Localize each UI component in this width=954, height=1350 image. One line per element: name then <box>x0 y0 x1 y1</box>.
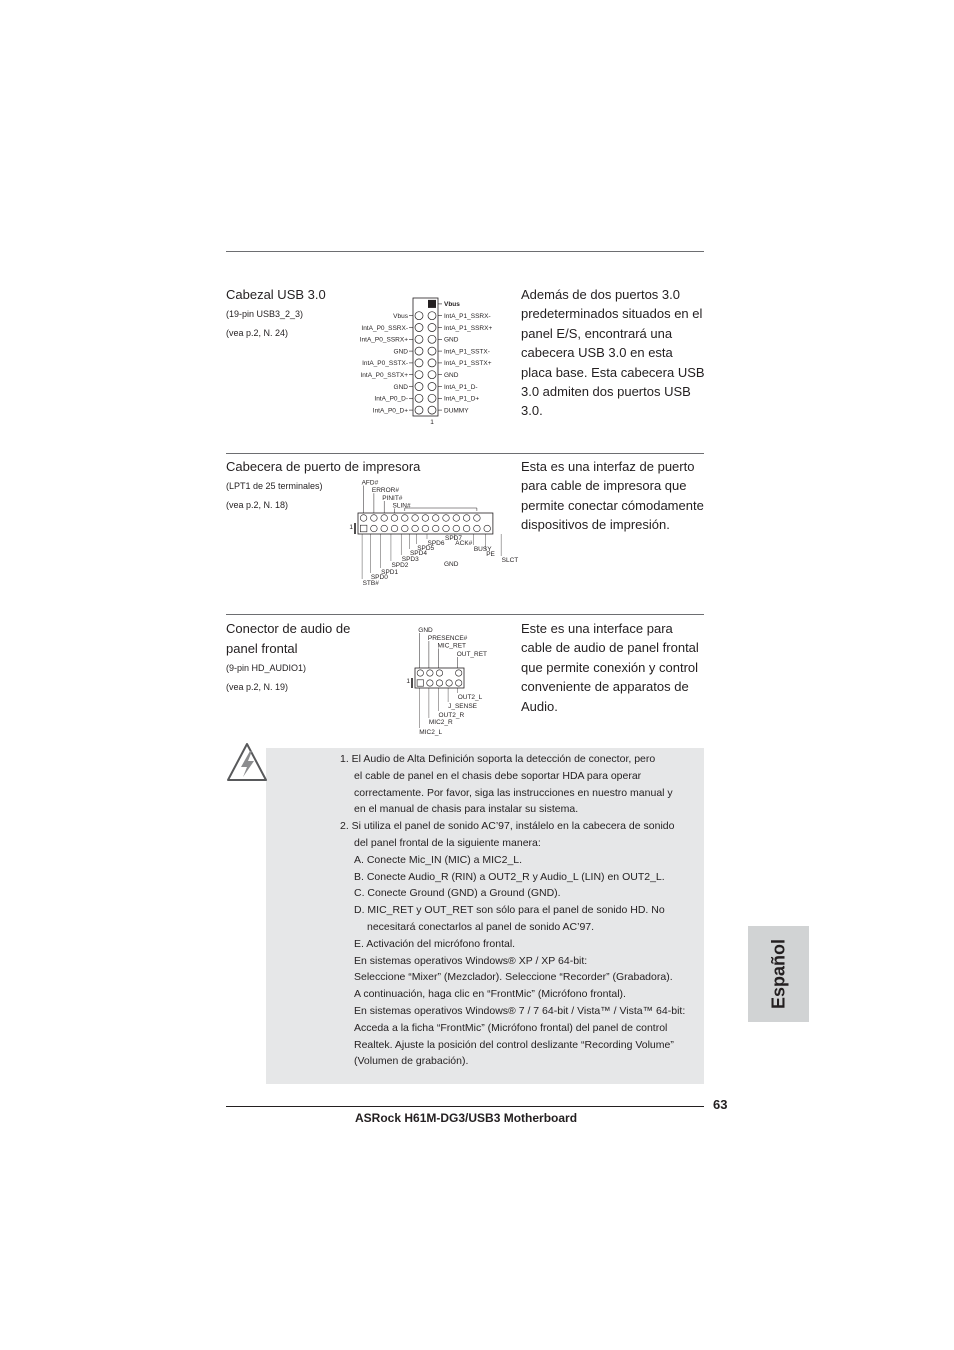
pin-circle <box>371 525 378 532</box>
pin-circle <box>415 347 423 355</box>
usb-reference: (vea p.2, N. 24) <box>226 328 289 338</box>
pin-circle <box>381 525 388 532</box>
note-line: A continuación, haga clic en “FrontMic” (Micrófono frontal). <box>354 988 626 1001</box>
pin-circle <box>412 525 419 532</box>
pin-circle <box>360 515 367 522</box>
pin-one-marker: 1 <box>406 678 410 685</box>
pin-circle <box>427 680 433 686</box>
description-line: panel E/S, encontrará una <box>521 325 673 341</box>
pin-circle <box>422 515 429 522</box>
printer-title: Cabecera de puerto de impresora <box>226 459 421 474</box>
usb-pin-label-right: IntA_P1_SSRX- <box>444 313 491 320</box>
printer-header-diagram <box>349 478 519 590</box>
pin-square <box>360 525 367 532</box>
printer-pin-label-top: GND <box>444 561 459 568</box>
note-line: del panel frontal de la siguiente manera: <box>354 836 541 849</box>
pin-circle <box>415 383 423 391</box>
header-outline <box>415 668 464 688</box>
pin-circle <box>443 515 450 522</box>
printer-pin-label-bottom: SPD5 <box>417 545 435 552</box>
pin-circle <box>391 515 398 522</box>
page-number: 63 <box>713 1097 728 1112</box>
footer-rule <box>226 1106 704 1107</box>
description-line: cable de audio de panel frontal <box>521 640 699 656</box>
description-line: para cable de impresora que <box>521 478 687 494</box>
header-outline <box>413 298 438 416</box>
audio-pin-label-bottom: J_SENSE <box>448 703 478 710</box>
note-line: el cable de panel en el chasis debe soportar HDA para operar <box>354 769 642 782</box>
description-line: permite conectar cómodamente <box>521 497 704 513</box>
audio-pin-label-top: GND <box>418 627 433 634</box>
audio-pin-label-top: PRESENCE# <box>427 635 468 642</box>
printer-pin-label-bottom: STB# <box>362 580 379 587</box>
pin-circle <box>417 670 423 676</box>
usb-subtitle: (19-pin USB3_2_3) <box>226 309 304 319</box>
usb-pin-label-left: IntA_P0_D+ <box>372 407 408 415</box>
pin-circle <box>436 670 442 676</box>
note-line: B. Conecte Audio_R (RIN) a OUT2_R y Audio_L (LIN) en OUT2_L. <box>354 870 665 883</box>
pin-one-marker: 1 <box>430 419 434 426</box>
usb-pin-label-right: IntA_P1_SSRX+ <box>444 324 493 332</box>
pin-circle <box>422 525 429 532</box>
printer-pin-label-top: SLIN# <box>392 502 411 510</box>
pin-circle <box>428 394 436 402</box>
pin-circle <box>484 525 491 532</box>
note-line: D. MIC_RET y OUT_RET son sólo para el panel de sonido HD. No <box>354 904 665 917</box>
pin-circle <box>415 371 423 379</box>
note-line: Realtek. Ajuste la posición del control deslizante “Recording Volume” <box>354 1038 674 1051</box>
pin-circle <box>427 670 433 676</box>
usb-pin-label-left: IntA_P0_SSRX- <box>361 324 408 332</box>
description-line: cabecera USB 3.0 en esta <box>521 345 673 361</box>
usb-pin-label-right: IntA_P1_SSTX+ <box>444 360 492 368</box>
pin-circle <box>415 312 423 320</box>
description-line: Además de dos puertos 3.0 <box>521 287 680 302</box>
usb-pin-label-right: Vbus <box>444 301 460 309</box>
printer-pin-label-bottom: SPD2 <box>391 562 409 569</box>
printer-subtitle: (LPT1 de 25 terminales) <box>226 481 323 491</box>
description-line: Este es una interface para <box>521 621 673 636</box>
pin-circle <box>428 347 436 355</box>
note-line: E. Activación del micrófono frontal. <box>354 937 516 950</box>
usb-title: Cabezal USB 3.0 <box>226 287 326 302</box>
pin-circle <box>428 312 436 320</box>
pin-circle <box>474 515 481 522</box>
pin-circle <box>456 680 462 686</box>
audio-pin-label-top: MIC_RET <box>437 642 467 650</box>
note-text <box>340 751 704 1070</box>
pin-circle <box>415 359 423 367</box>
warning-triangle-icon <box>226 742 268 784</box>
printer-pin-label-bottom: SPD0 <box>370 574 388 581</box>
pin-one-marker: 1 <box>349 524 353 531</box>
pin-circle <box>456 670 462 676</box>
note-line: En sistemas operativos Windows® XP / XP 64-bit: <box>354 954 588 967</box>
pin-circle <box>463 515 470 522</box>
description-line: Audio. <box>521 698 558 714</box>
audio-header-diagram <box>405 622 515 740</box>
printer-pin-label-top: PINIT# <box>382 495 403 502</box>
header-outline <box>358 513 493 534</box>
pin-circle <box>415 394 423 402</box>
note-line: A. Conecte Mic_IN (MIC) a MIC2_L. <box>354 853 523 866</box>
top-rule <box>226 251 704 252</box>
usb-pin-label-left: IntA_P0_D- <box>374 395 408 403</box>
pin-circle <box>428 406 436 414</box>
note-line: (Volumen de grabación). <box>354 1055 469 1068</box>
pin-circle <box>371 515 378 522</box>
pin-circle <box>412 515 419 522</box>
usb-pin-label-right: IntA_P1_D- <box>444 383 478 391</box>
usb-pin-label-right: IntA_P1_SSTX- <box>444 348 490 356</box>
pin-circle <box>432 515 439 522</box>
usb-pin-label-left: Vbus <box>393 313 408 320</box>
pin-circle <box>391 525 398 532</box>
note-line: Acceda a la ficha “FrontMic” (Micrófono frontal) del panel de control <box>354 1021 668 1034</box>
audio-pin-label-bottom: MIC2_L <box>419 729 443 736</box>
audio-subtitle: (9-pin HD_AUDIO1) <box>226 663 307 673</box>
rule-audio <box>226 614 704 615</box>
note-line: correctamente. Por favor, siga las instrucciones en nuestro manual y <box>354 786 673 799</box>
pin-circle <box>436 680 442 686</box>
gnd-bracket <box>405 508 477 511</box>
language-tab <box>748 926 809 1022</box>
pin-circle <box>446 680 452 686</box>
note-line: 1. El Audio de Alta Definición soporta la detección de conector, pero <box>340 753 656 765</box>
printer-pin-label-bottom: BUSY <box>473 546 492 553</box>
usb-pin-label-left: IntA_P0_SSTX+ <box>360 372 408 379</box>
printer-pin-label-bottom: ACK# <box>455 540 473 547</box>
pin-circle <box>381 515 388 522</box>
printer-pin-label-bottom: SLCT <box>501 557 519 564</box>
printer-pin-label-bottom: SPD1 <box>381 569 399 576</box>
printer-reference: (vea p.2, N. 18) <box>226 500 289 510</box>
description-line: 3.0 admiten dos puertos USB <box>521 384 691 400</box>
audio-title-line1: Conector de audio de <box>226 621 351 636</box>
pin-circle <box>453 515 460 522</box>
printer-pin-label-bottom: PE <box>486 551 495 558</box>
pin-circle <box>428 335 436 343</box>
audio-title-line2: panel frontal <box>226 641 298 656</box>
printer-pin-label-top: ERROR# <box>371 487 399 495</box>
audio-reference: (vea p.2, N. 19) <box>226 682 289 692</box>
pin-circle <box>402 525 409 532</box>
printer-description <box>521 457 706 535</box>
pin-circle <box>463 525 470 532</box>
usb-pin-label-left: GND <box>393 383 408 391</box>
rule-printer <box>226 453 704 454</box>
usb-header-diagram <box>340 292 520 427</box>
pin-circle <box>474 525 481 532</box>
pin-circle <box>415 335 423 343</box>
note-line: en el manual de chasis para instalar su sistema. <box>354 803 579 816</box>
note-line: 2. Si utiliza el panel de sonido AC’97, instálelo en la cabecera de sonido <box>340 820 675 833</box>
description-line: que permite conexión y control <box>521 659 699 675</box>
printer-pin-label-bottom: SPD4 <box>409 550 427 557</box>
pin-square <box>428 300 436 308</box>
audio-pin-label-bottom: MIC2_R <box>428 719 453 726</box>
audio-pin-label-top: OUT_RET <box>456 651 488 658</box>
pin-circle <box>443 525 450 532</box>
footer-model: ASRock H61M-DG3/USB3 Motherboard <box>355 1111 578 1125</box>
pin-circle <box>415 406 423 414</box>
pin-circle <box>428 359 436 367</box>
audio-description <box>521 619 706 716</box>
printer-pin-label-bottom: SPD3 <box>401 556 419 563</box>
description-line: 3.0. <box>521 403 543 419</box>
usb-pin-label-left: IntA_P0_SSTX- <box>362 360 408 368</box>
usb-pin-label-left: IntA_P0_SSRX+ <box>359 336 408 344</box>
pin-circle <box>402 515 409 522</box>
description-line: predeterminados situados en el <box>521 306 703 322</box>
pin-square <box>417 680 423 686</box>
language-tab-label: Español <box>768 938 788 1010</box>
usb-pin-label-right: DUMMY <box>444 407 469 415</box>
usb-pin-label-right: IntA_P1_D+ <box>444 395 480 403</box>
pin-circle <box>432 525 439 532</box>
description-line: conveniente de apparatos de <box>521 679 689 695</box>
description-line: placa base. Esta cabecera USB <box>521 364 705 380</box>
pin-circle <box>428 371 436 379</box>
audio-pin-label-bottom: OUT2_L <box>457 694 483 701</box>
usb-pin-label-right: GND <box>444 336 459 344</box>
description-line: dispositivos de impresión. <box>521 517 670 533</box>
usb-description <box>521 285 706 421</box>
printer-pin-label-bottom: SPD6 <box>427 540 445 547</box>
printer-pin-label-top: AFD# <box>361 479 379 487</box>
pin-circle <box>428 324 436 332</box>
usb-pin-label-left: GND <box>393 348 408 356</box>
printer-pin-label-bottom: SPD7 <box>445 535 462 542</box>
note-line: C. Conecte Ground (GND) a Ground (GND). <box>354 887 561 900</box>
note-line: En sistemas operativos Windows® 7 / 7 64-bit / Vista™ / Vista™ 64-bit: <box>354 1004 686 1017</box>
pin-circle <box>428 383 436 391</box>
description-line: Esta es una interfaz de puerto <box>521 459 695 474</box>
pin-circle <box>415 324 423 332</box>
usb-pin-label-right: GND <box>444 372 459 379</box>
pin-circle <box>453 525 460 532</box>
audio-pin-label-bottom: OUT2_R <box>438 712 465 719</box>
note-line: necesitará conectarlos al panel de sonido AC’97. <box>367 920 595 933</box>
note-line: Seleccione “Mixer” (Mezclador). Seleccione “Recorder” (Grabadora). <box>354 971 673 984</box>
